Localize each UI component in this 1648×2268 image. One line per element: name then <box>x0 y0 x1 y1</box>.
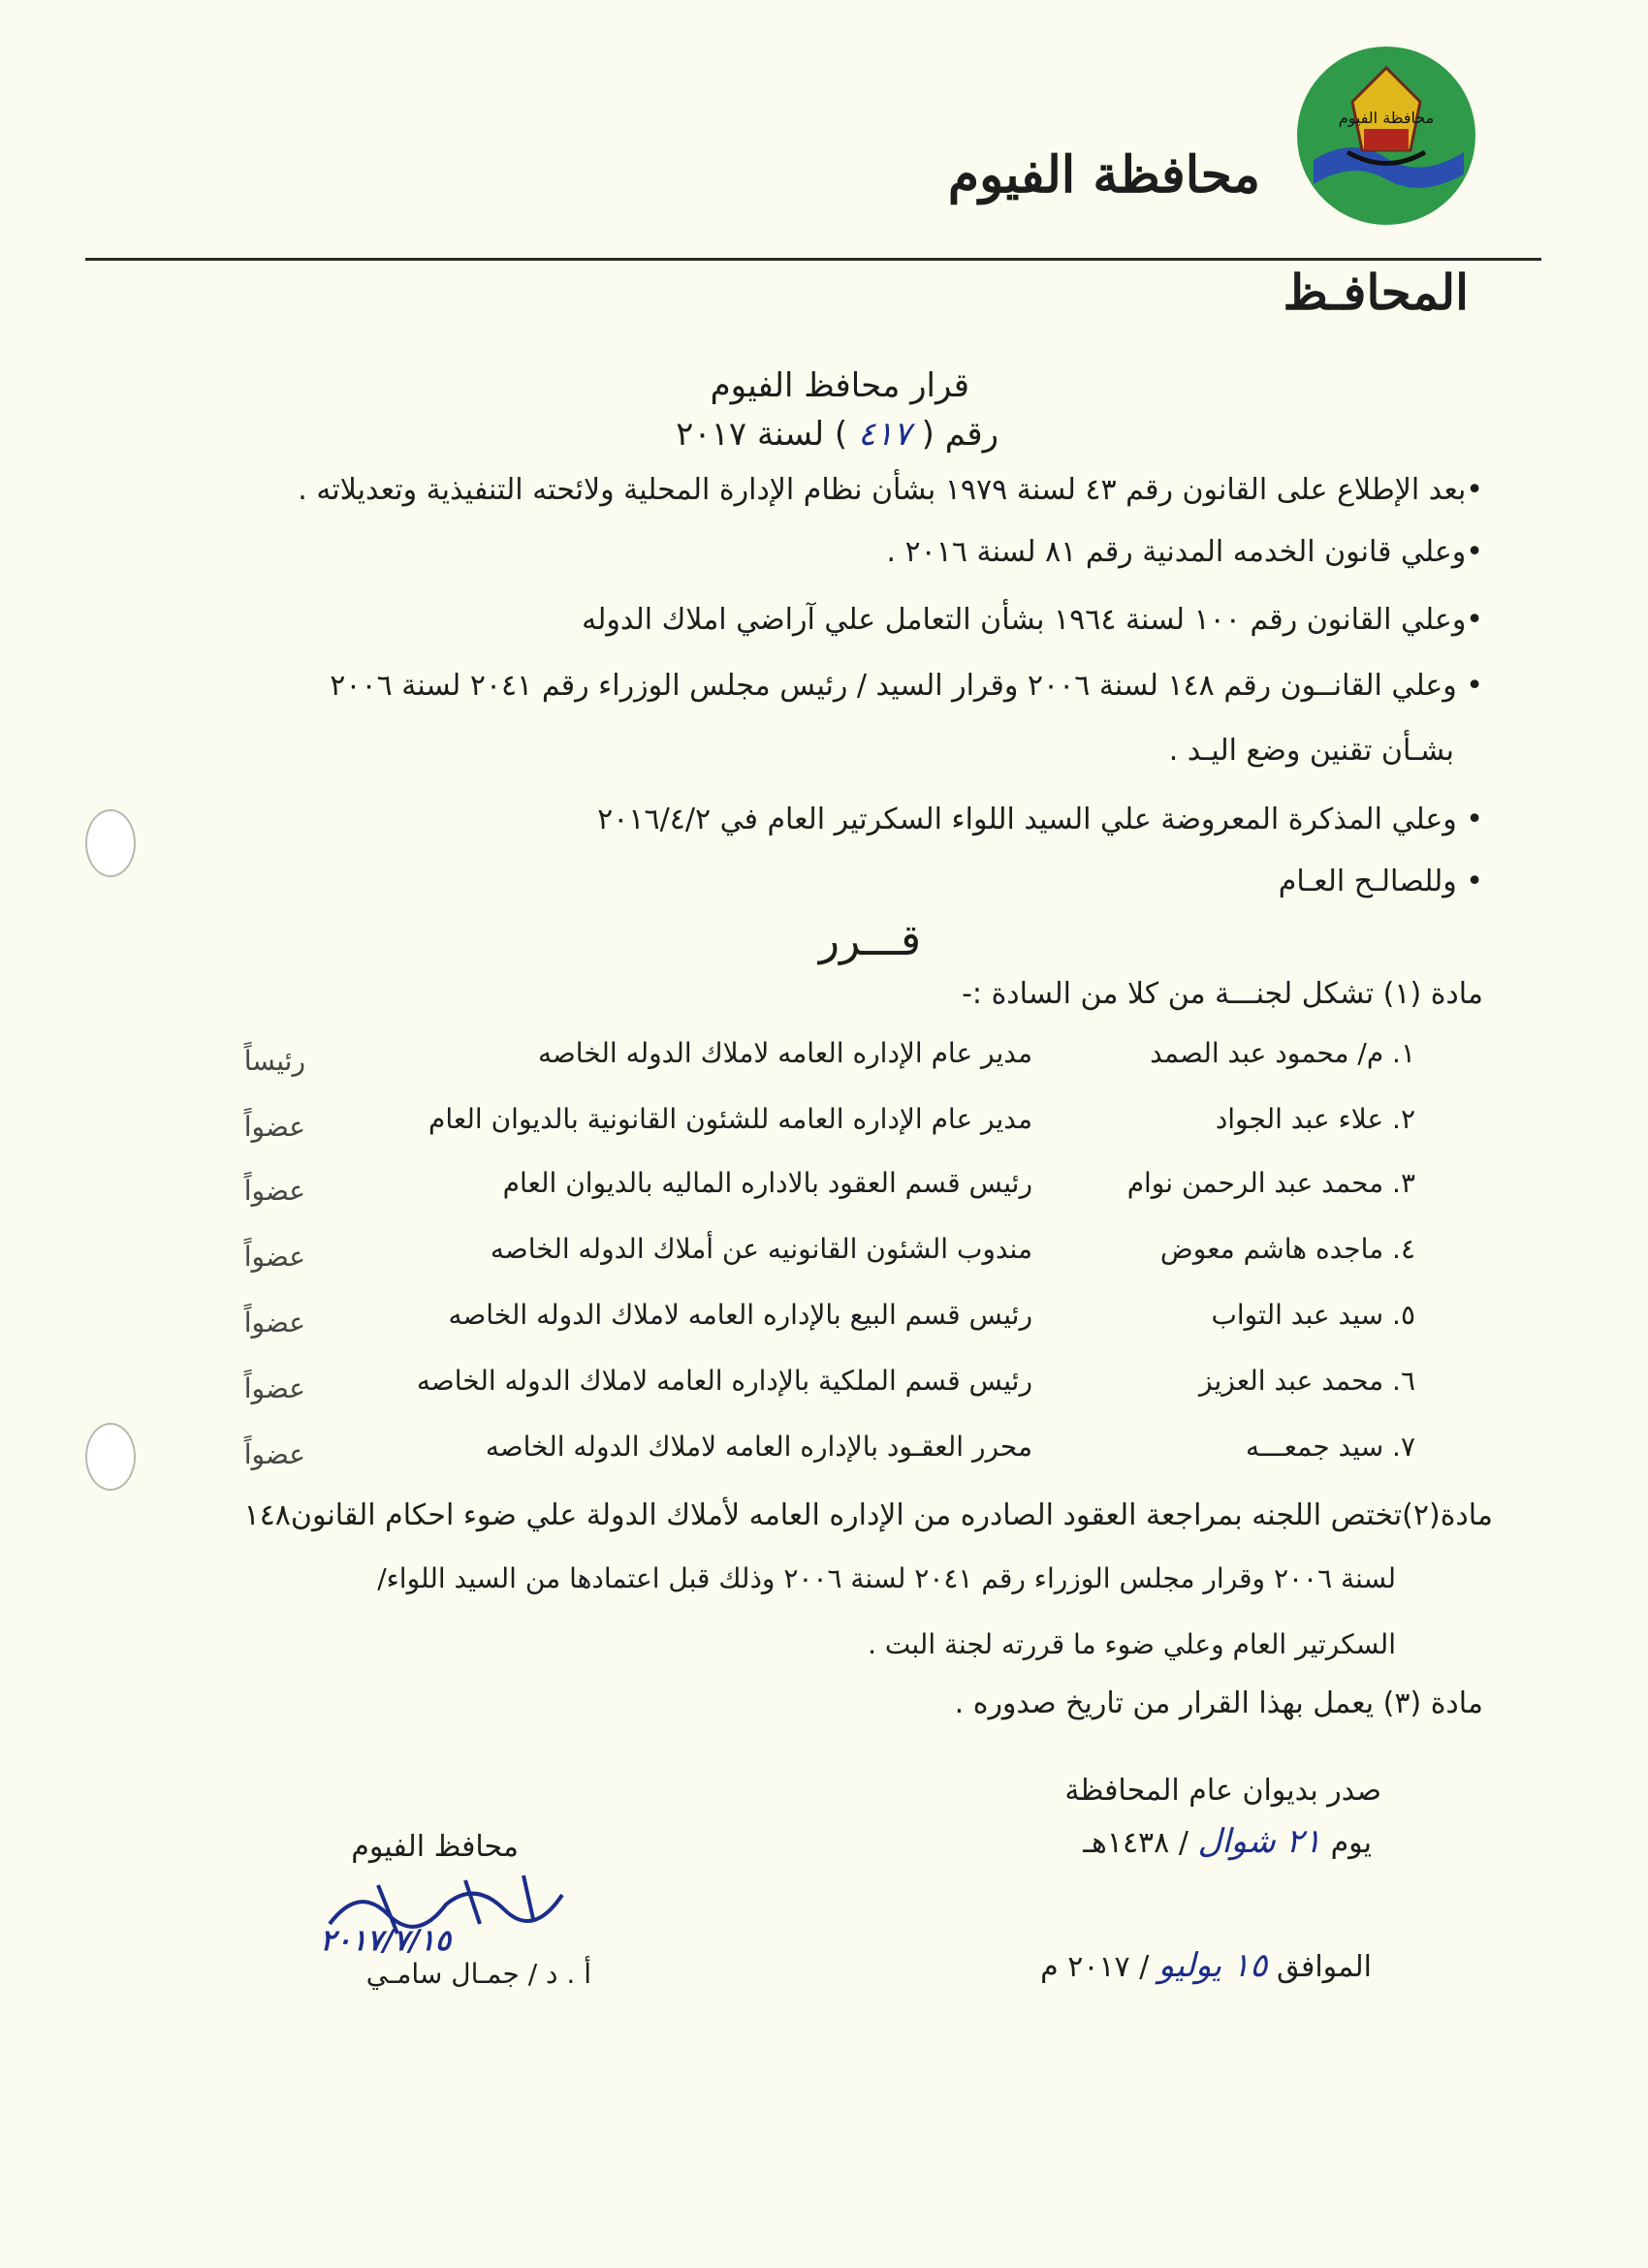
article-2-line: لسنة ٢٠٠٦ وقرار مجلس الوزراء رقم ٢٠٤١ لسنة ٢٠٠٦ وذلك قبل اعتمادها من السيد اللواء/ <box>377 1562 1396 1594</box>
punch-hole <box>85 1423 136 1491</box>
handwritten-hijri-day: ٢١ شوال <box>1197 1822 1322 1861</box>
decree-title: قرار محافظ الفيوم <box>710 366 969 405</box>
logo-text: محافظة الفيوم <box>1338 109 1435 127</box>
preamble-clause: • وعلي المذكرة المعروضة علي السيد اللواء السكرتير العام في ٢٠١٦/٤/٢ <box>597 803 1483 836</box>
article-3: مادة (٣) يعمل بهذا القرار من تاريخ صدوره . <box>954 1686 1483 1720</box>
gregorian-year: / ٢٠١٧ م <box>1040 1950 1150 1984</box>
member-role: رئيساً <box>243 1045 305 1077</box>
number-suffix: ) لسنة ٢٠١٧ <box>676 415 848 454</box>
governorate-logo <box>1294 44 1478 228</box>
issued-at: صدر بديوان عام المحافظة <box>1064 1774 1381 1808</box>
member-name: ٢. علاء عبد الجواد <box>1215 1103 1415 1135</box>
office-title: المحافـظ <box>1283 264 1469 321</box>
decision-heading: قـــرر <box>818 916 921 965</box>
punch-hole <box>85 809 136 877</box>
governorate-name: محافظة الفيوم <box>947 145 1260 205</box>
day-label: يوم <box>1330 1826 1372 1860</box>
gregorian-label: الموافق <box>1276 1950 1372 1984</box>
member-position: رئيس قسم العقود بالاداره الماليه بالديوان العام <box>502 1167 1032 1199</box>
preamble-clause: • وللصالـح العـام <box>1278 865 1483 898</box>
member-role: عضواً <box>243 1111 305 1143</box>
member-role: عضواً <box>243 1438 305 1470</box>
member-position: رئيس قسم الملكية بالإداره العامه لاملاك الدوله الخاصه <box>416 1365 1032 1397</box>
member-name: ٦. محمد عبد العزيز <box>1199 1365 1415 1397</box>
member-name: ٤. ماجده هاشم معوض <box>1159 1233 1415 1265</box>
member-name: ٧. سيد جمعـــه <box>1246 1431 1415 1463</box>
member-role: عضواً <box>243 1372 305 1404</box>
signatory-name: أ . د / جمـال سامـي <box>365 1958 591 1990</box>
member-role: عضواً <box>243 1241 305 1273</box>
member-position: مدير عام الإداره العامه لاملاك الدوله الخاصه <box>538 1037 1032 1069</box>
gregorian-date <box>1040 1946 1372 1985</box>
article-2-line: مادة(٢)تختص اللجنه بمراجعة العقود الصادره من الإداره العامه لأملاك الدولة علي ضوء احكام القانون١٤٨ <box>243 1498 1493 1532</box>
member-role: عضواً <box>243 1307 305 1339</box>
preamble-clause: • وعلي القانــون رقم ١٤٨ لسنة ٢٠٠٦ وقرار السيد / رئيس مجلس الوزراء رقم ٢٠٤١ لسنة ٢٠٠٦ <box>330 669 1483 703</box>
member-name: ١. م/ محمود عبد الصمد <box>1150 1037 1415 1069</box>
handwritten-number: ٤١٧ <box>858 415 911 454</box>
member-position: مندوب الشئون القانونيه عن أملاك الدوله الخاصه <box>490 1233 1032 1265</box>
header-divider <box>85 258 1541 261</box>
hijri-year: / ١٤٣٨هـ <box>1083 1826 1188 1860</box>
article-2-line: السكرتير العام وعلي ضوء ما قررته لجنة البت . <box>868 1628 1396 1660</box>
number-prefix: رقم ( <box>921 415 998 454</box>
member-role: عضواً <box>243 1175 305 1207</box>
signature-date: ٢٠١٧/٧/١٥ <box>320 1924 451 1958</box>
decree-number <box>676 415 998 454</box>
preamble-clause: بشـأن تقنين وضع اليـد . <box>1168 734 1454 768</box>
hijri-date <box>1083 1822 1372 1861</box>
article-1: مادة (١) تشكل لجنـــة من كلا من السادة :- <box>962 977 1483 1011</box>
member-position: مدير عام الإداره العامه للشئون القانونية بالديوان العام <box>428 1103 1032 1135</box>
signatory-title: محافظ الفيوم <box>351 1830 519 1864</box>
preamble-clause: •وعلي القانون رقم ١٠٠ لسنة ١٩٦٤ بشأن التعامل علي آراضي املاك الدوله <box>582 603 1483 637</box>
member-position: محرر العقـود بالإداره العامه لاملاك الدوله الخاصه <box>485 1431 1032 1463</box>
member-name: ٥. سيد عبد التواب <box>1211 1299 1415 1331</box>
member-position: رئيس قسم البيع بالإداره العامه لاملاك الدوله الخاصه <box>448 1299 1032 1331</box>
preamble-clause: •وعلي قانون الخدمه المدنية رقم ٨١ لسنة ٢٠١٦ . <box>886 535 1483 569</box>
preamble-clause: •بعد الإطلاع على القانون رقم ٤٣ لسنة ١٩٧٩ بشأن نظام الإدارة المحلية ولائحته التنفيذية وتعديلاته . <box>298 473 1483 507</box>
handwritten-gregorian-day: ١٥ يوليو <box>1157 1946 1268 1985</box>
member-name: ٣. محمد عبد الرحمن نوام <box>1126 1167 1415 1199</box>
